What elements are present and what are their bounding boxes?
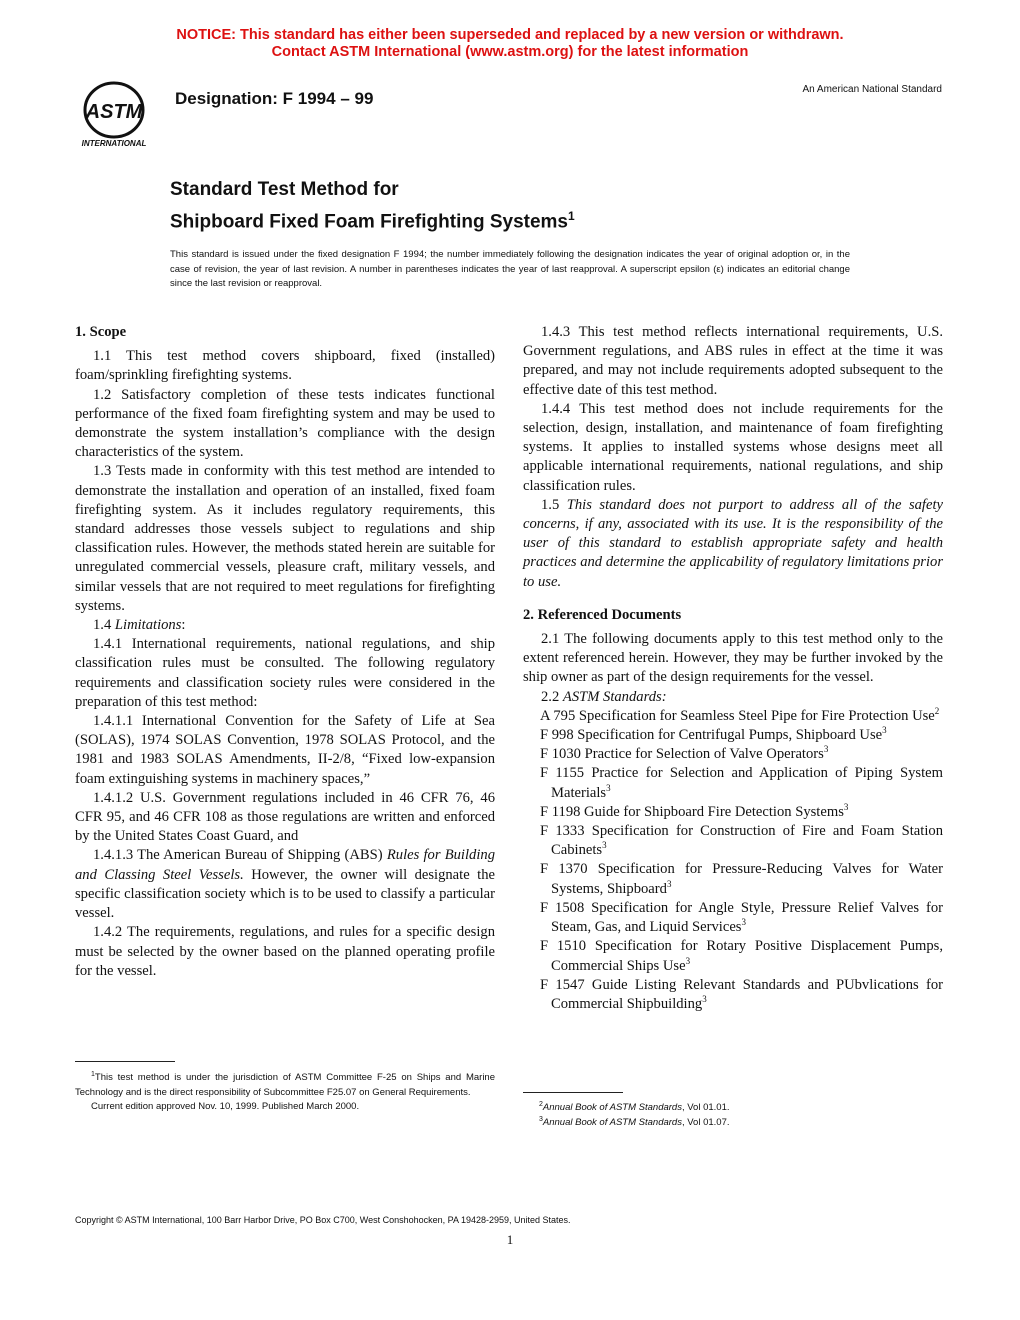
- copyright-line: Copyright © ASTM International, 100 Barr Harbor Drive, PO Box C700, West Conshohocken, PA 19428-2959, United States.: [75, 1215, 571, 1225]
- reference-item: F 1510 Specification for Rotary Positive Displacement Pumps, Commercial Ships Use$^3$: [540, 938, 943, 974]
- withdrawal-notice: [0, 27, 1020, 61]
- reference-item: A 795 Specification for Seamless Steel Pipe for Fire Protection Use$^2$: [540, 706, 940, 724]
- paragraph-1-4-1-1: 1.4.1.1 International Convention for the Safety of Life at Sea (SOLAS), 1974 SOLAS Convention, 1978 SOLAS Protocol, and the 1981 and 1983 SOLAS Amendments, II-2/8, “Fixed low-expansion foam extinguishing systems in machinery spaces,”: [75, 713, 495, 787]
- reference-item: F 1030 Practice for Selection of Valve Operators$^3$: [540, 744, 829, 763]
- reference-list: [523, 707, 943, 1014]
- reference-item: F 1333 Specification for Construction of Fire and Foam Station Cabinets$^3$: [540, 823, 943, 859]
- paragraph-1-4-2: 1.4.2 The requirements, regulations, and rules for a specific design must be selected by the owner based on the planned operating profile for the vessel.: [75, 924, 495, 979]
- approval-note: Current edition approved Nov. 10, 1999. Published March 2000.: [91, 1101, 360, 1112]
- astm-logo: [68, 80, 160, 150]
- paragraph-2-1: 2.1 The following documents apply to this test method only to the extent referenced herein. However, they may be further invoked by the ship owner as part of the design requirements for the vessel.: [523, 631, 943, 686]
- reference-item: F 1198 Guide for Shipboard Fire Detection Systems$^3$: [540, 802, 849, 820]
- referenced-documents-heading: 2. Referenced Documents: [523, 606, 682, 623]
- footnote-rule-right: [523, 1092, 623, 1093]
- paragraph-1-3: 1.3 Tests made in conformity with this test method are intended to demonstrate the installation and operation of an installed, fixed foam firefighting system. As it includes regulatory requirements, this standard addresses those vessels subject to regulations and ship classification rules. However, the methods stated herein are suitable for unregulated commercial vessels, pleasure craft, military vessels, and similar vessels that are not required to meet regulations for firefighting systems.: [75, 463, 495, 614]
- reference-item: F 998 Specification for Centrifugal Pumps, Shipboard Use$^3$: [540, 725, 887, 744]
- designation: Designation: F 1994 – 99: [175, 89, 374, 108]
- title-line-1: Standard Test Method for: [170, 179, 399, 200]
- reference-item: F 1155 Practice for Selection and Application of Piping System Materials$^3$: [540, 765, 943, 801]
- paragraph-1-2: 1.2 Satisfactory completion of these tests indicates functional performance of the fixed foam firefighting system and may be used to demonstrate the system installation’s compliance with the design characteristics of the system.: [75, 386, 495, 461]
- paragraph-1-4-1: 1.4.1 International requirements, national regulations, and ship classification rules must be consulted. The following regulatory requirements and classification society rules were considered in the preparation of this test method:: [75, 636, 495, 710]
- logo-subtext: INTERNATIONAL: [81, 139, 147, 148]
- document-title: [170, 176, 575, 235]
- footnote-3: $^3$Annual Book of ASTM Standards, Vol 01.07.: [539, 1115, 730, 1128]
- paragraph-1-1: 1.1 This test method covers shipboard, fixed (installed) foam/sprinkling firefighting systems.: [75, 348, 495, 384]
- paragraph-1-4-3: 1.4.3 This test method reflects international requirements, U.S. Government regulations, and ABS rules in effect at the time it was prepared, and may not include requirements adopted subsequent to the effective date of this test method.: [523, 324, 943, 398]
- footnote-1: $^1$This test method is under the jurisdiction of ASTM Committee F-25 on Ships and Marine Technology and is the direct responsibility of Subcommittee F25.07 on General Requirements.: [75, 1070, 495, 1098]
- notice-line-1: NOTICE: This standard has either been superseded and replaced by a new version or withdrawn.: [176, 27, 844, 43]
- paragraph-2-2: 2.2 ASTM Standards:: [541, 688, 667, 705]
- reference-item: F 1547 Guide Listing Relevant Standards and PUbvlications for Commercial Shipbuilding$^3$: [540, 976, 943, 1012]
- reference-item: F 1508 Specification for Angle Style, Pressure Relief Valves for Steam, Gas, and Liquid Services$^3$: [540, 899, 943, 936]
- paragraph-1-4: 1.4 Limitations:: [93, 617, 186, 634]
- notice-line-2: Contact ASTM International (www.astm.org) for the latest information: [271, 44, 749, 60]
- footnote-2: $^2$Annual Book of ASTM Standards, Vol 01.01.: [539, 1100, 730, 1113]
- left-column: [75, 323, 495, 981]
- footnotes-right: [523, 1101, 943, 1130]
- title-footnote-ref: 1: [568, 209, 575, 223]
- paragraph-1-4-1-3: 1.4.1.3 The American Bureau of Shipping (ABS) Rules for Building and Classing Steel Vessels. However, the owner will designate the specific classification society which is to be used to classify a particular vessel.: [75, 847, 495, 922]
- american-national-standard-label: An American National Standard: [802, 84, 942, 95]
- title-line-2: Shipboard Fixed Foam Firefighting Systems$^1$: [170, 209, 575, 233]
- page-number: 1: [506, 1232, 514, 1247]
- footnotes-left: [75, 1071, 495, 1115]
- reference-item: F 1370 Specification for Pressure-Reducing Valves for Water Systems, Shipboard$^3$: [540, 861, 943, 897]
- paragraph-1-5: 1.5 This standard does not purport to address all of the safety concerns, if any, associated with its use. It is the responsibility of the user of this standard to establish appropriate safety and health practices and determine the applicability of regulatory limitations prior to use.: [523, 496, 943, 590]
- logo-text: ASTM: [85, 101, 143, 123]
- footnote-rule-left: [75, 1061, 175, 1062]
- right-column: [523, 323, 943, 1014]
- issuance-statement: This standard is issued under the fixed designation F 1994; the number immediately following the designation indicates the year of original adoption or, in the case of revision, the year of last revision. A number in parentheses indicates the year of last reapproval. A superscript epsilon (ε) indicates an editorial change since the last revision or reapproval.: [170, 249, 850, 289]
- paragraph-1-4-4: 1.4.4 This test method does not include requirements for the selection, design, installation, and maintenance of foam firefighting systems. It applies to installed systems whose designs meet all applicable international requirements, national regulations, and ship classification rules.: [523, 400, 943, 494]
- scope-heading: 1. Scope: [75, 324, 127, 340]
- paragraph-1-4-1-2: 1.4.1.2 U.S. Government regulations included in 46 CFR 76, 46 CFR 95, and 46 CFR 108 as those regulations are written and enforced by the United States Coast Guard, and: [75, 789, 495, 845]
